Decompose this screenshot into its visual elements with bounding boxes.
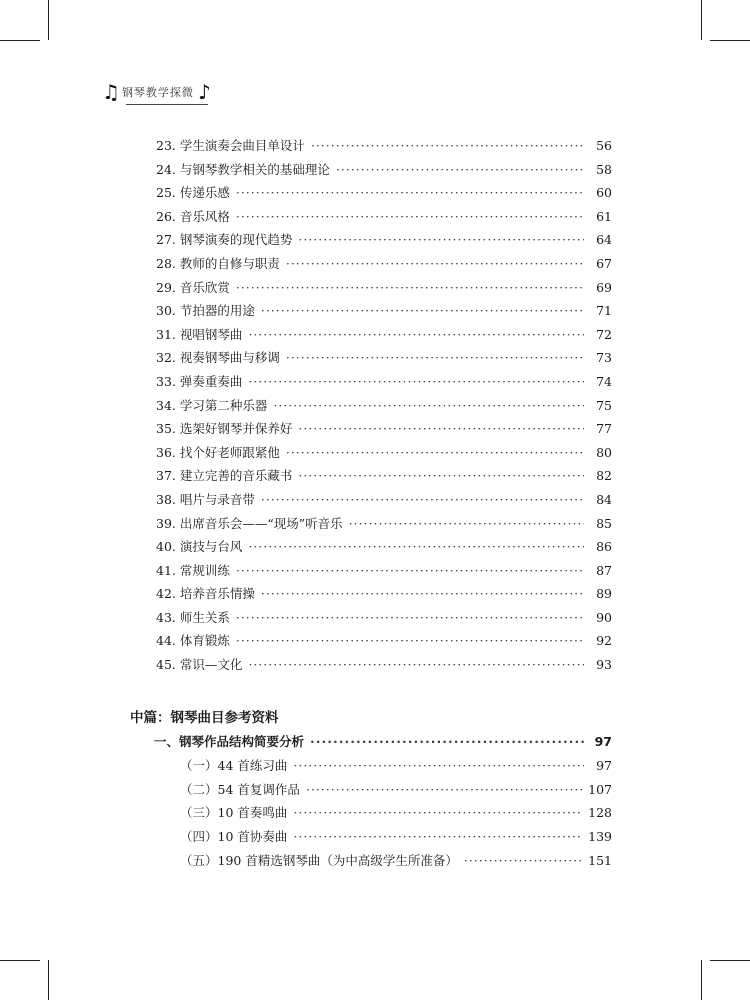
toc-entry-page: 58 bbox=[596, 161, 612, 177]
music-note-icon: ♫ bbox=[102, 80, 120, 104]
toc-entry-title: 45. 常识—文化 bbox=[156, 657, 243, 673]
toc-entry-title: 23. 学生演奏会曲目单设计 bbox=[156, 138, 305, 153]
running-header bbox=[102, 80, 211, 104]
toc-entry[interactable] bbox=[156, 559, 612, 583]
crop-mark bbox=[0, 40, 40, 41]
crop-mark bbox=[710, 40, 750, 41]
toc-entry-title: 38. 唱片与录音带 bbox=[156, 491, 255, 507]
toc-entry[interactable] bbox=[156, 512, 612, 536]
toc-entry-page: 87 bbox=[596, 562, 612, 578]
toc-entry-title: （四）10 首协奏曲 bbox=[180, 829, 288, 845]
toc-entry-page: 80 bbox=[596, 444, 612, 460]
toc-entry[interactable] bbox=[156, 346, 612, 370]
toc-entry-page: 139 bbox=[588, 829, 612, 845]
toc-entry-page: 92 bbox=[596, 633, 612, 649]
toc-entry-title: （三）10 首奏鸣曲 bbox=[180, 805, 288, 821]
toc-entry-page: 93 bbox=[596, 657, 612, 673]
toc-entry-page: 85 bbox=[596, 515, 612, 531]
toc-entry[interactable] bbox=[156, 653, 612, 677]
dot-leader bbox=[293, 754, 584, 778]
toc-entry-title: 30. 节拍器的用途 bbox=[156, 303, 255, 319]
toc-entry[interactable] bbox=[156, 629, 612, 653]
toc-entry[interactable] bbox=[180, 849, 612, 873]
toc-entry-title: 24. 与钢琴教学相关的基础理论 bbox=[156, 161, 330, 177]
toc-entry[interactable] bbox=[156, 205, 612, 229]
toc-entry-title: 42. 培养音乐情操 bbox=[156, 586, 255, 602]
toc-entry[interactable] bbox=[154, 730, 612, 754]
toc-entry[interactable] bbox=[156, 606, 612, 630]
toc-entry-title: 29. 音乐欣赏 bbox=[156, 279, 230, 295]
toc-entry-title: 32. 视奏钢琴曲与移调 bbox=[156, 350, 280, 366]
toc-entry[interactable] bbox=[156, 276, 612, 300]
dot-leader bbox=[298, 228, 584, 252]
crop-mark bbox=[701, 960, 702, 1000]
dot-leader bbox=[261, 488, 584, 512]
crop-mark bbox=[48, 0, 49, 40]
crop-mark bbox=[701, 0, 702, 40]
toc-entry[interactable] bbox=[156, 464, 612, 488]
toc-entry-page: 128 bbox=[588, 805, 612, 821]
toc-entry-title: 25. 传递乐感 bbox=[156, 185, 230, 201]
section-toc-list bbox=[154, 730, 612, 873]
dot-leader bbox=[349, 512, 584, 536]
toc-entry-page: 67 bbox=[596, 255, 612, 271]
toc-entry[interactable] bbox=[156, 417, 612, 441]
dot-leader bbox=[306, 778, 582, 802]
toc-entry-title: 31. 视唱钢琴曲 bbox=[156, 326, 243, 342]
toc-entry-title: 34. 学习第二种乐器 bbox=[156, 397, 268, 413]
toc-entry-title: 一、钢琴作品结构简要分析 bbox=[154, 734, 305, 749]
toc-entry-page: 97 bbox=[594, 734, 612, 749]
toc-entry-page: 97 bbox=[596, 757, 612, 773]
toc-entry-page: 69 bbox=[596, 279, 612, 295]
toc-entry[interactable] bbox=[156, 582, 612, 606]
toc-entry[interactable] bbox=[156, 228, 612, 252]
dot-leader bbox=[248, 323, 584, 347]
toc-entry-page: 56 bbox=[596, 138, 612, 153]
toc-entry-page: 75 bbox=[596, 397, 612, 413]
toc-entry-page: 107 bbox=[588, 781, 612, 797]
toc-entry-page: 84 bbox=[596, 491, 612, 507]
toc-entry-title: 44. 体育锻炼 bbox=[156, 633, 230, 649]
toc-entry-page: 90 bbox=[596, 609, 612, 625]
dot-leader bbox=[336, 158, 584, 182]
toc-entry[interactable] bbox=[156, 441, 612, 465]
toc-entry-title: （五）190 首精选钢琴曲（为中高级学生所准备） bbox=[180, 852, 458, 868]
toc-entry-title: 27. 钢琴演奏的现代趋势 bbox=[156, 232, 293, 248]
toc-entry-title: 37. 建立完善的音乐藏书 bbox=[156, 468, 293, 484]
toc-entry-title: 40. 演技与台风 bbox=[156, 539, 243, 555]
dot-leader bbox=[310, 730, 584, 754]
toc-entry-page: 64 bbox=[596, 232, 612, 248]
dot-leader bbox=[248, 653, 584, 677]
header-title: 钢琴教学探微 bbox=[121, 86, 194, 99]
dot-leader bbox=[248, 535, 584, 559]
toc-entry[interactable] bbox=[156, 252, 612, 276]
music-note-icon: ♪ bbox=[197, 80, 211, 104]
dot-leader bbox=[464, 849, 582, 873]
dot-leader bbox=[236, 181, 584, 205]
dot-leader bbox=[236, 559, 584, 583]
section-heading: 中篇：钢琴曲目参考资料 bbox=[130, 710, 279, 726]
toc-entry[interactable] bbox=[156, 535, 612, 559]
toc-entry-title: 35. 选架好钢琴并保养好 bbox=[156, 421, 293, 437]
toc-entry[interactable] bbox=[156, 299, 612, 323]
crop-mark bbox=[710, 960, 750, 961]
dot-leader bbox=[261, 582, 584, 606]
header-underline bbox=[126, 104, 208, 105]
toc-entry[interactable] bbox=[156, 181, 612, 205]
toc-entry-page: 86 bbox=[596, 539, 612, 555]
dot-leader bbox=[286, 441, 584, 465]
toc-entry-title: 36. 找个好老师跟紧他 bbox=[156, 444, 280, 460]
toc-entry[interactable] bbox=[156, 488, 612, 512]
toc-entry-page: 61 bbox=[596, 208, 612, 224]
toc-entry-page: 60 bbox=[596, 185, 612, 201]
toc-entry-title: （二）54 首复调作品 bbox=[180, 781, 300, 797]
toc-entry-page: 74 bbox=[596, 373, 612, 389]
toc-entry-page: 73 bbox=[596, 350, 612, 366]
toc-entry-page: 151 bbox=[588, 852, 612, 868]
toc-entry[interactable] bbox=[156, 370, 612, 394]
toc-entry-title: 26. 音乐风格 bbox=[156, 208, 230, 224]
toc-entry-title: 28. 教师的自修与职责 bbox=[156, 255, 280, 271]
dot-leader bbox=[236, 606, 584, 630]
dot-leader bbox=[293, 825, 582, 849]
toc-entry-page: 72 bbox=[596, 326, 612, 342]
dot-leader bbox=[298, 464, 584, 488]
dot-leader bbox=[286, 252, 584, 276]
toc-entry-title: （一）44 首练习曲 bbox=[180, 757, 288, 773]
toc-entry-page: 71 bbox=[596, 303, 612, 319]
toc-entry-title: 43. 师生关系 bbox=[156, 609, 230, 625]
dot-leader bbox=[248, 370, 584, 394]
toc-entry[interactable] bbox=[156, 323, 612, 347]
toc-entry[interactable] bbox=[156, 394, 612, 418]
toc-entry[interactable] bbox=[180, 778, 612, 802]
dot-leader bbox=[311, 134, 584, 158]
toc-entry-title: 33. 弹奏重奏曲 bbox=[156, 373, 243, 389]
dot-leader bbox=[286, 346, 584, 370]
crop-mark bbox=[0, 960, 40, 961]
dot-leader bbox=[273, 394, 584, 418]
dot-leader bbox=[236, 205, 584, 229]
dot-leader bbox=[298, 417, 584, 441]
toc-entry[interactable] bbox=[156, 134, 612, 158]
crop-mark bbox=[48, 960, 49, 1000]
toc-list bbox=[156, 134, 612, 677]
dot-leader bbox=[236, 629, 584, 653]
dot-leader bbox=[293, 801, 582, 825]
toc-entry-page: 77 bbox=[596, 421, 612, 437]
toc-entry[interactable] bbox=[156, 158, 612, 182]
toc-entry-page: 82 bbox=[596, 468, 612, 484]
toc-entry-page: 89 bbox=[596, 586, 612, 602]
dot-leader bbox=[261, 299, 584, 323]
toc-entry-title: 41. 常规训练 bbox=[156, 562, 230, 578]
toc-entry-title: 39. 出席音乐会——“现场”听音乐 bbox=[156, 515, 343, 531]
toc-entry[interactable] bbox=[180, 801, 612, 825]
toc-entry[interactable] bbox=[180, 754, 612, 778]
dot-leader bbox=[236, 276, 584, 300]
toc-entry[interactable] bbox=[180, 825, 612, 849]
